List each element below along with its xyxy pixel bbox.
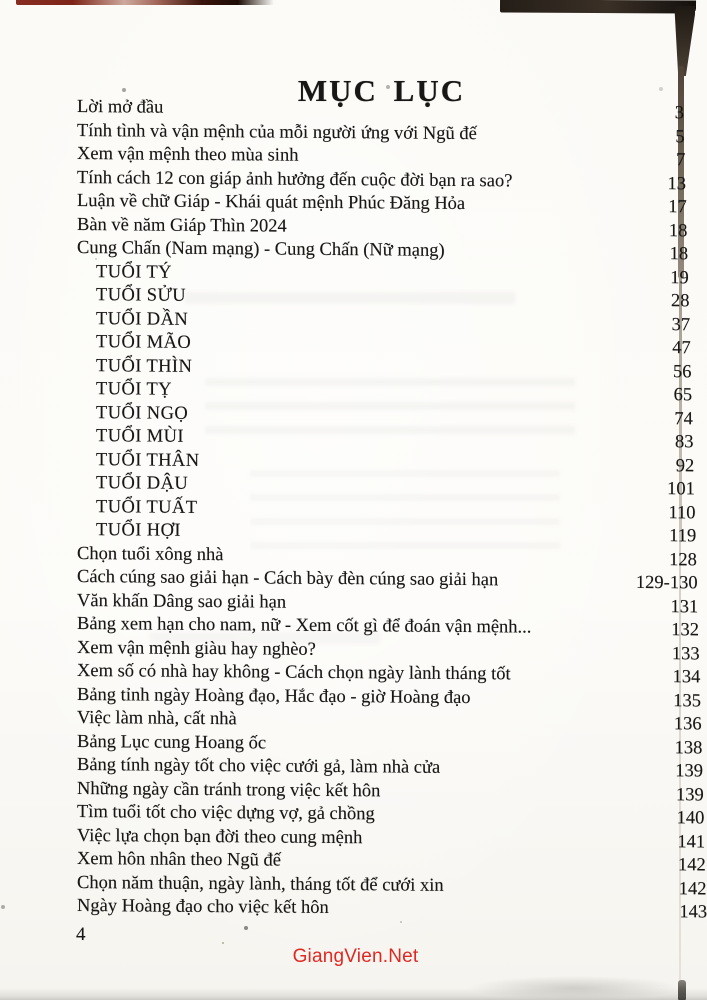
toc-entry-label: TUỔI MÃO [96,332,192,353]
toc-entry-label: Bảng tỉnh ngày Hoàng đạo, Hắc đạo - giờ Hoàng đạo [77,684,471,708]
toc-entry-label: Cách cúng sao giải hạn - Cách bày đèn cúng sao giải hạn [77,567,499,591]
toc-entry-label: TUỔI HỢI [96,520,181,541]
toc-entry-page: 143 [679,902,707,923]
toc-entry-page: 133 [671,643,700,664]
toc-entry-label: Bàn về năm Giáp Thìn 2024 [77,214,287,237]
toc-entry-page: 142 [678,878,707,899]
toc-entry-label: Cung Chấn (Nam mạng) - Cung Chấn (Nữ mạng) [77,238,445,261]
toc-entry-page: 65 [673,385,693,406]
toc-entry-page: 18 [669,244,689,265]
toc-entry-label: Tính tình và vận mệnh của mỗi người ứng với Ngũ đế [77,120,477,144]
toc-entry-page: 28 [670,291,690,312]
toc-entry-page: 141 [677,831,706,852]
toc-entry-label: Bảng tính ngày tốt cho việc cưới gả, làm nhà cửa [77,755,441,778]
toc-entry-label: Xem vận mệnh theo mùa sinh [77,144,299,166]
toc-entry-page: 5 [675,126,685,147]
footer-page-number: 4 [76,924,86,945]
toc-entry-label: Việc lựa chọn bạn đời theo cung mệnh [77,825,363,848]
toc-entry-label: Tính cách 12 con giáp ảnh hưởng đến cuộc đời bạn ra sao? [77,167,513,191]
toc-entry-page: 135 [673,690,701,711]
toc-entry-label: TUỔI NGỌ [96,402,189,424]
toc-entry-page: 129-130 [635,572,698,594]
toc-entry-page: 134 [672,667,701,688]
toc-entry-page: 136 [673,714,702,735]
toc-entry-label: Xem số có nhà hay không - Cách chọn ngày lành tháng tốt [77,661,511,685]
toc-entry-label: Ngày Hoàng đạo cho việc kết hôn [77,896,329,918]
toc-entry-page: 83 [675,432,694,453]
toc-entry-page: 131 [670,596,699,617]
toc-entry-page: 140 [676,808,705,829]
toc-entry-label: TUỔI THÂN [96,449,200,471]
toc-entry-label: Bảng Lục cung Hoang ốc [77,731,267,753]
bottom-scan-smudge [470,976,680,1000]
toc-entry-label: Chọn năm thuận, ngày lành, tháng tốt để cưới xin [77,872,444,896]
toc-entry-page: 119 [669,526,697,547]
toc-entry-page: 138 [674,737,703,758]
toc-entry-label: Lời mở đầu [77,97,164,118]
toc-entry-label: Những ngày cần tránh trong việc kết hôn [77,778,381,801]
toc-entry-page: 92 [675,455,695,476]
toc-entry-label: Tìm tuổi tốt cho việc dựng vợ, gả chồng [77,802,375,825]
toc-entry-label: Luận về chữ Giáp - Khái quát mệnh Phúc Đăng Hỏa [77,191,466,215]
toc-entry-page: 142 [678,855,706,876]
toc-entry-label: Văn khấn Dâng sao giải hạn [77,590,287,613]
toc-entry-label: TUỔI THÌN [96,355,193,377]
toc-entry-label: Bảng xem hạn cho nam, nữ - Xem cốt gì để đoán vận mệnh... [77,614,532,638]
toc-entry-label: Việc làm nhà, cất nhà [77,708,237,730]
scan-noise-specks [0,0,2,2]
toc-entry-page: 13 [667,173,687,194]
toc-entry-page: 74 [674,408,693,429]
toc-entry-page: 139 [675,761,704,782]
toc-entry-label: TUỔI MÙI [96,426,184,447]
toc-entry-label: TUỔI DẦN [96,308,189,330]
toc-entry-page: 56 [672,361,692,382]
toc-entry-label: Xem vận mệnh giàu hay nghèo? [77,637,316,660]
toc-entry-label: TUỔI TÝ [96,261,172,283]
toc-entry-page: 101 [667,479,695,500]
cover-edge-band [16,0,274,5]
toc-entry-page: 110 [668,502,696,523]
toc-entry-label: Xem hôn nhân theo Ngũ đế [77,849,281,871]
toc-entry [77,895,707,923]
toc-entry-page: 17 [668,197,687,218]
toc-entry-label: TUỔI SỬU [96,285,187,306]
toc-entry-label: TUỔI DẬU [96,473,189,494]
toc-entry-label: TUỔI TUẤT [96,496,198,518]
watermark-text: GiangVien.Net [292,946,419,967]
toc-list [77,96,707,923]
toc-entry-page: 128 [669,549,697,570]
toc-entry-page: 37 [671,314,691,335]
toc-entry-page: 18 [668,220,688,241]
toc-entry-page: 139 [675,784,704,805]
toc-entry-page: 3 [674,103,684,124]
toc-entry-page: 47 [672,338,691,359]
toc-entry-page: 132 [671,620,699,641]
toc-entry-page: 7 [676,150,686,171]
toc-entry-label: Chọn tuổi xông nhà [77,543,224,565]
book-edge-top [500,0,696,14]
toc-entry-label: TUỔI TỴ [96,379,172,400]
page-title: MỤC LỤC [297,72,466,108]
toc-entry-page: 19 [670,267,689,288]
